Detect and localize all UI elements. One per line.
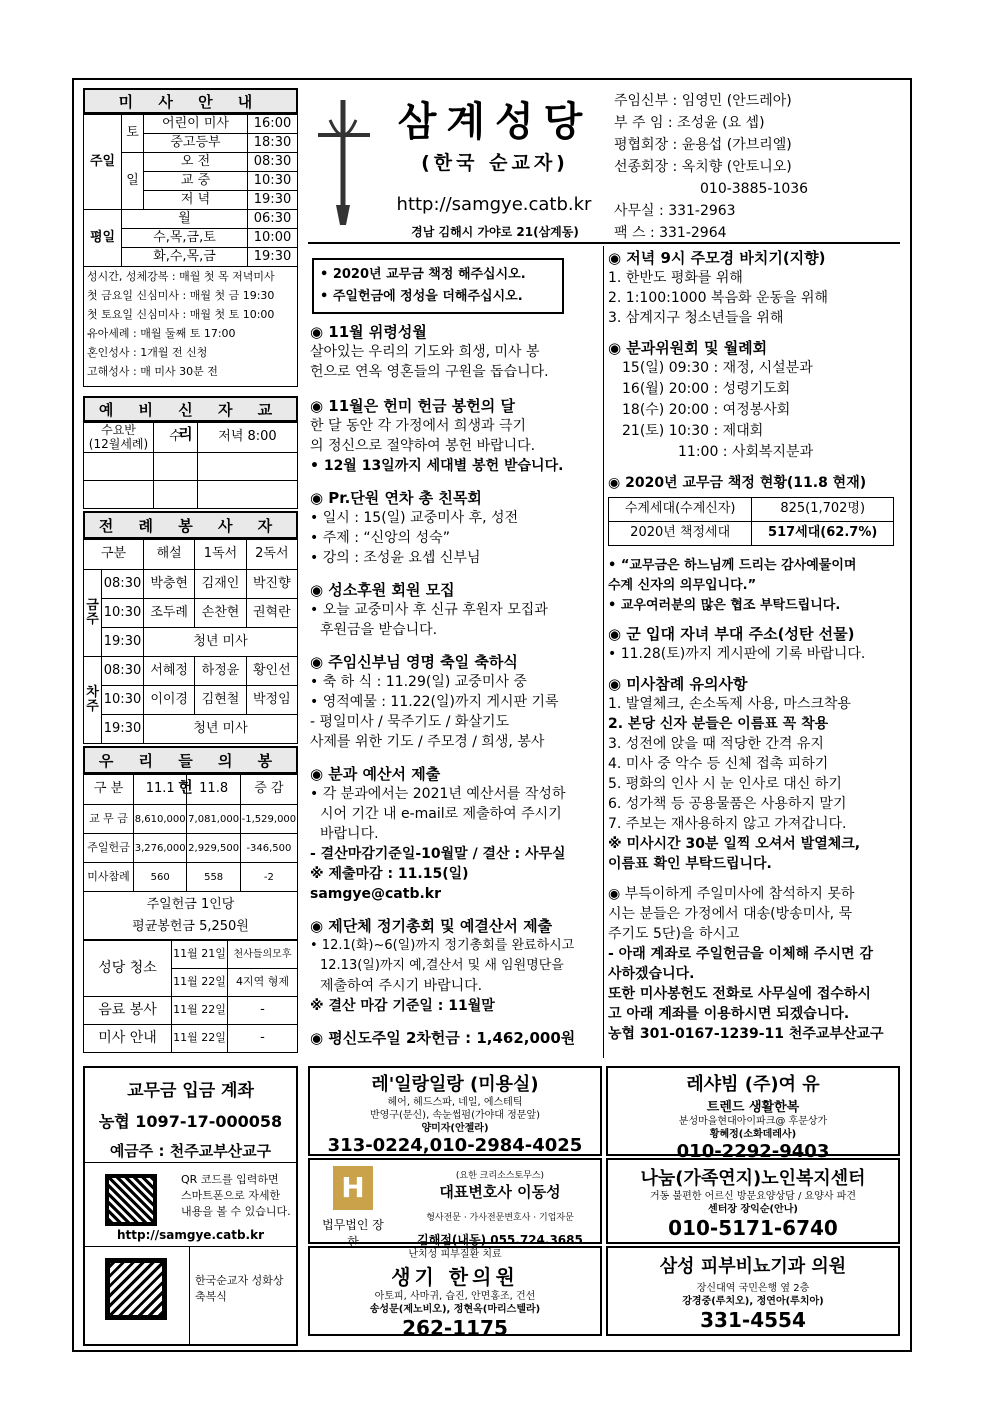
ad-phone: 김해점(내동) 055.724.3685	[417, 1233, 583, 1247]
line: • 주제 : “신앙의 성숙”	[310, 530, 450, 546]
ad-name: 레샤빔 (주)여 유	[686, 1074, 820, 1095]
line: ※ 미사시간 30분 일찍 오셔서 발열체크,	[608, 836, 861, 852]
who: 4지역 형제	[228, 969, 298, 997]
ad-phone: 313-0224,010-2984-4025	[327, 1135, 583, 1156]
liturgy-title: 전 례 봉 사 자	[83, 511, 298, 539]
mass-time: 18:30	[248, 134, 298, 153]
mass-cell: 중고등부	[144, 134, 248, 153]
weekday-label: 평일	[84, 210, 122, 267]
mass-schedule	[83, 88, 298, 387]
staff-line: 주임신부 : 임영민 (안드레아)	[614, 93, 792, 109]
cleaning-label: 성당 청소	[84, 941, 172, 997]
class-name: 수요반 (12월세례)	[84, 423, 154, 453]
youth-mass: 청년 미사	[144, 715, 298, 744]
line: 7. 주보는 재사용하지 않고 가져갑니다.	[608, 816, 847, 832]
section-title: ◉ 분과 예산서 제출	[310, 765, 441, 783]
val: 7,081,000	[187, 805, 240, 834]
line: 15(일) 09:30 : 재정, 시설분과	[622, 360, 813, 376]
line: • “교무금은 하느님께 드리는 감사예물이며	[608, 558, 857, 573]
mass-time: 10:30	[248, 172, 298, 191]
row-label: 주일헌금	[84, 834, 134, 863]
section	[310, 764, 600, 904]
section	[608, 624, 904, 664]
ad-line: 장신대역 국민은행 옆 2층	[696, 1283, 810, 1294]
line: 바랍니다.	[320, 826, 379, 842]
sat-label: 토	[122, 115, 144, 153]
section-title: ◉ 평신도주일 2차헌금 : 1,462,000원	[310, 1029, 576, 1047]
who: 천사들의모후	[228, 941, 298, 969]
church-address: 경남 김해시 가야로 21(삼계동)	[411, 225, 579, 239]
section-title: ◉ 분과위원회 및 월례회	[608, 339, 768, 357]
church-name: 삼계성당	[397, 99, 593, 145]
line: 3. 삼계지구 청소년들을 위해	[608, 310, 784, 326]
name: 김현철	[195, 686, 246, 715]
notice-line: • 2020년 교무금 책정 해주십시오.	[320, 267, 526, 282]
line: 이름표 확인 부탁드립니다.	[608, 856, 772, 872]
name: 손찬현	[195, 599, 246, 628]
staff-list	[614, 90, 904, 244]
line: 제출하여 주시기 바랍니다.	[320, 978, 483, 994]
val: 3,276,000	[134, 834, 187, 863]
date: 11월 22일	[172, 997, 228, 1025]
val: -1,529,000	[240, 805, 297, 834]
class-time: 저녁 8:00	[198, 423, 298, 453]
mass-cell: 저 녁	[144, 191, 248, 210]
section	[310, 396, 600, 476]
section	[310, 322, 600, 382]
line: - 결산마감기준일-10월말 / 결산 : 사무실	[310, 846, 566, 862]
week-label: 금주	[84, 570, 102, 657]
liturgy-servers	[83, 511, 298, 744]
guide-label: 미사 안내	[84, 1025, 172, 1053]
ad-line: 거동 불편한 어르신 방문요양상담 / 요양사 파견	[650, 1191, 856, 1202]
mass-title: 미 사 안 내	[83, 88, 298, 114]
col-head: 11.1	[134, 775, 187, 805]
cross-logo-icon	[308, 90, 378, 230]
section	[608, 338, 904, 463]
line: 3. 성전에 앉을 때 적당한 간격 유지	[608, 736, 824, 752]
sunday-label: 주일	[84, 115, 122, 210]
empty-cell	[84, 481, 154, 509]
staff-line: 부 주 임 : 조성윤 (요 셉)	[614, 115, 765, 131]
note: 고해성사 : 매 미사 30분 전	[87, 365, 218, 378]
catechumen-title: 예 비 신 자 교 리	[83, 396, 298, 422]
line: 21(토) 10:30 : 제대회	[622, 423, 764, 439]
name: 하정윤	[195, 657, 246, 686]
mass-cell: 어린이 미사	[144, 115, 248, 134]
line: 한 달 동안 각 가정에서 희생과 극기	[310, 418, 527, 434]
staff-line: 선종회장 : 옥치향 (안토니오)	[614, 159, 792, 175]
ad-line: 센터장 장익순(안나)	[708, 1204, 798, 1215]
mass-cell: 월	[122, 210, 248, 229]
col-head: 구 분	[84, 775, 134, 805]
val: 560	[134, 863, 187, 892]
who: -	[228, 997, 298, 1025]
ad-phone: 010-2292-9403	[676, 1141, 830, 1162]
ad-dermatology	[606, 1246, 900, 1336]
row-label: 교 무 금	[84, 805, 134, 834]
line: 시어 기간 내 e-mail로 제출하여 주시기	[320, 806, 562, 822]
notice-box	[312, 258, 564, 314]
section-title: ◉ 미사참례 유의사항	[608, 675, 748, 693]
section-title: ◉ 2020년 교무금 책정 현황(11.8 현재)	[608, 475, 867, 491]
line: • 일시 : 15(일) 교중미사 후, 성전	[310, 510, 519, 526]
time: 19:30	[102, 628, 144, 657]
section	[608, 884, 904, 1044]
section	[310, 580, 600, 640]
avg-label: 주일헌금 1인당	[146, 896, 235, 912]
staff-line: 평협회장 : 윤용섭 (가브리엘)	[614, 137, 792, 153]
qr-code-icon[interactable]	[105, 1258, 167, 1320]
account-title: 교무금 입금 계좌	[127, 1081, 254, 1101]
line: 11:00 : 사회복지분과	[678, 444, 814, 460]
law-logo-text: 법무법인 장한	[322, 1218, 384, 1249]
ad-line: 양미자(안젤라)	[421, 1123, 489, 1134]
line: • 영적예물 : 11.22(일)까지 게시판 기록	[310, 694, 559, 710]
val: 558	[187, 863, 240, 892]
avg-value: 평균봉헌금 5,250원	[132, 918, 249, 934]
ad-phone: 262-1175	[402, 1316, 508, 1340]
time: 08:30	[102, 570, 144, 599]
line: 5. 평화의 인사 시 눈 인사로 대신 하기	[608, 776, 842, 792]
section	[310, 916, 600, 1016]
mass-time: 08:30	[248, 153, 298, 172]
mass-cell: 교 중	[144, 172, 248, 191]
col-head: 1독서	[195, 540, 246, 570]
note: 성시간, 성체강복 : 매월 첫 목 저녁미사	[87, 270, 275, 283]
section	[608, 473, 904, 546]
name: 박진향	[246, 570, 297, 599]
line: 시는 분들은 가정에서 대송(방송미사, 묵	[608, 906, 853, 922]
ad-hanbok	[606, 1066, 900, 1162]
line: 사제를 위한 기도 / 주모경 / 희생, 봉사	[310, 734, 545, 750]
ad-oriental-clinic	[308, 1246, 602, 1340]
line: - 아래 계좌로 주일헌금을 이체해 주시면 감	[608, 946, 873, 962]
ad-line: 트렌드 생활한복	[706, 1100, 800, 1115]
right-announcements	[608, 248, 904, 1044]
qr2-caption: 한국순교자 성화상 축복식	[195, 1274, 284, 1303]
offering-title: 우 리 들 의 봉 헌	[83, 746, 298, 774]
section-title: ◉ 성소후원 회원 모집	[310, 581, 455, 599]
drink-label: 음료 봉사	[84, 997, 172, 1025]
name: 서혜정	[144, 657, 195, 686]
ad-salon	[308, 1066, 602, 1156]
qr-caption: QR 코드를 입력하면 스마트폰으로 자세한 내용을 볼 수 있습니다.	[181, 1173, 291, 1218]
ad-line: 형사전문 · 가사전문변호사 · 기업자문	[426, 1213, 574, 1223]
line: 주기도 5단)을 하시고	[608, 926, 740, 942]
line: ◉ 부득이하게 주일미사에 참석하지 못하	[608, 886, 855, 902]
empty-cell	[84, 453, 154, 481]
name: 박충현	[144, 570, 195, 599]
offering-section	[83, 746, 298, 1053]
ad-name: 생기 한의원	[391, 1265, 519, 1289]
section	[310, 488, 600, 568]
line: • 12월 13일까지 세대별 봉헌 받습니다.	[310, 458, 564, 474]
section-title: ◉ 군 입대 자녀 부대 주소(성탄 선물)	[608, 625, 855, 643]
tithe-table	[608, 497, 894, 546]
name: 김재인	[195, 570, 246, 599]
name: 권혁란	[246, 599, 297, 628]
section	[608, 674, 904, 874]
staff-line: 팩 스 : 331-2964	[614, 225, 727, 241]
line: • 11.28(토)까지 게시판에 기록 바랍니다.	[608, 646, 866, 662]
ad-name: 삼성 피부비뇨기과 의원	[659, 1256, 847, 1277]
time: 10:30	[102, 686, 144, 715]
empty-cell	[198, 453, 298, 481]
church-url[interactable]: http://samgye.catb.kr	[396, 194, 592, 215]
cell: 517세대(62.7%)	[752, 522, 894, 546]
line: • 강의 : 조성윤 요셉 신부님	[310, 550, 481, 566]
val: -2	[240, 863, 297, 892]
ad-line: 송성문(제노비오), 정현옥(마리스텔라)	[369, 1304, 541, 1315]
ad-name: 레'일랑일랑 (미용실)	[371, 1074, 539, 1095]
empty-cell	[154, 453, 198, 481]
youth-mass: 청년 미사	[144, 628, 298, 657]
date: 11월 22일	[172, 1025, 228, 1053]
account-number: 농협 1097-17-000058	[98, 1112, 283, 1131]
line: 사하겠습니다.	[608, 966, 695, 982]
cell: 825(1,702명)	[752, 498, 894, 522]
mass-time: 19:30	[248, 191, 298, 210]
line: • 축 하 식 : 11.29(일) 교중미사 중	[310, 674, 527, 690]
header-divider	[308, 242, 900, 244]
line: • 12.1(화)~6(일)까지 정기총회를 완료하시고	[310, 938, 575, 953]
section-title: ◉ 제단체 정기총회 및 예결산서 제출	[310, 917, 553, 935]
who: -	[228, 1025, 298, 1053]
cell: 수계세대(수계신자)	[609, 498, 752, 522]
mass-notes	[83, 267, 298, 387]
line: 또한 미사봉헌도 전화로 사무실에 접수하시	[608, 986, 871, 1002]
line: 4. 미사 중 악수 등 신체 접촉 피하기	[608, 756, 829, 772]
ad-line: 강경중(루치오), 정연아(루치아)	[682, 1296, 824, 1307]
row-label: 미사참례	[84, 863, 134, 892]
staff-line: 010-3885-1036	[700, 181, 809, 197]
section	[310, 1028, 600, 1048]
line: 수계 신자의 의무입니다.”	[608, 578, 757, 593]
sun-label: 일	[122, 153, 144, 210]
val: 2,929,500	[187, 834, 240, 863]
note: 첫 토요일 신심미사 : 매월 첫 토 10:00	[87, 308, 275, 321]
line: - 평일미사 / 묵주기도 / 화살기도	[310, 714, 510, 730]
name: 조두례	[144, 599, 195, 628]
ad-phone: 010-5171-6740	[668, 1216, 838, 1240]
line: 2. 1:100:1000 복음화 운동을 위해	[608, 290, 829, 306]
mass-cell: 오 전	[144, 153, 248, 172]
ad-line: 반영구(문신), 속눈썹펌(가야대 정문앞)	[369, 1110, 541, 1121]
ad-line: 아토피, 사마귀, 습진, 안면홍조, 건선	[374, 1291, 536, 1302]
mass-cell: 화,수,목,금	[122, 248, 248, 267]
middle-announcements	[310, 322, 600, 1048]
section	[608, 556, 904, 616]
ad-name: 나눔(가족연지)노인복지센터	[640, 1168, 866, 1189]
date: 11월 21일	[172, 941, 228, 969]
ad-line: (요한 크리소스토무스)	[455, 1171, 545, 1181]
staff-line: 사무실 : 331-2963	[614, 203, 736, 219]
account-box	[83, 1066, 298, 1346]
date: 11월 22일	[172, 969, 228, 997]
ad-line: 난치성 피부질환 치료	[408, 1249, 502, 1260]
mass-cell: 수,목,금,토	[122, 229, 248, 248]
time: 10:30	[102, 599, 144, 628]
val: 8,610,000	[134, 805, 187, 834]
section-title: ◉ Pr.단원 연차 총 친목회	[310, 489, 482, 507]
line: • 각 분과에서는 2021년 예산서를 작성하	[310, 786, 566, 802]
mass-time: 10:00	[248, 229, 298, 248]
note: 혼인성사 : 1개월 전 신청	[87, 346, 208, 359]
section-title: ◉ 주임신부님 영명 축일 축하식	[310, 653, 518, 671]
name: 황인선	[246, 657, 297, 686]
time: 19:30	[102, 715, 144, 744]
line: 농협 301-0167-1239-11 천주교부산교구	[608, 1026, 884, 1042]
week-label: 차주	[84, 657, 102, 744]
empty-cell	[198, 481, 298, 509]
catechumen	[83, 396, 298, 509]
section	[310, 652, 600, 752]
church-subtitle: (한국 순교자)	[421, 152, 569, 174]
line: ※ 결산 마감 기준일 : 11월말	[310, 998, 495, 1014]
name: 이이경	[144, 686, 195, 715]
empty-cell	[154, 481, 198, 509]
ad-elder-care	[606, 1158, 900, 1244]
line: 후원금을 받습니다.	[320, 622, 438, 638]
col-head: 11.8	[187, 775, 240, 805]
law-logo-icon: H	[333, 1166, 373, 1210]
line: 6. 성가책 등 공용물품은 사용하지 말기	[608, 796, 847, 812]
column-divider	[603, 246, 604, 1058]
line: 16(월) 20:00 : 성령기도회	[622, 381, 791, 397]
cell: 2020년 책정세대	[609, 522, 752, 546]
col-head: 해설	[144, 540, 195, 570]
name: 박정임	[246, 686, 297, 715]
mass-time: 06:30	[248, 210, 298, 229]
notice-line: • 주일헌금에 정성을 더해주십시오.	[320, 289, 523, 304]
time: 08:30	[102, 657, 144, 686]
line: • 오늘 교중미사 후 신규 후원자 모집과	[310, 602, 548, 618]
qr-code-icon[interactable]	[105, 1174, 157, 1226]
account-owner: 예금주 : 천주교부산교구	[109, 1142, 272, 1160]
val: -346,500	[240, 834, 297, 863]
line: 2. 본당 신자 분들은 이름표 꼭 착용	[608, 716, 829, 732]
line: 1. 발열체크, 손소독제 사용, 마스크착용	[608, 696, 851, 712]
ad-law	[308, 1158, 602, 1249]
section-title: ◉ 11월은 헌미 헌금 봉헌의 달	[310, 397, 515, 415]
section-title: ◉ 저녁 9시 주모경 바치기(지향)	[608, 249, 826, 267]
ad-name: 대표변호사 이동성	[439, 1183, 561, 1201]
ad-line: 황혜정(소화데레사)	[709, 1129, 797, 1140]
line: 1. 한반도 평화를 위해	[608, 270, 743, 286]
qr-url[interactable]: http://samgye.catb.kr	[116, 1228, 265, 1242]
line: 살아있는 우리의 기도와 희생, 미사 봉	[310, 344, 540, 360]
line: ※ 제출마감 : 11.15(일) samgye@catb.kr	[310, 866, 469, 902]
class-day: 수	[154, 423, 198, 453]
mass-time: 16:00	[248, 115, 298, 134]
line: 18(수) 20:00 : 여정봉사회	[622, 402, 791, 418]
line: 12.13(일)까지 예,결산서 및 새 임원명단을	[320, 958, 564, 973]
col-head: 2독서	[246, 540, 297, 570]
note: 유아세례 : 매월 둘째 토 17:00	[87, 327, 236, 340]
line: 의 정신으로 절약하여 봉헌 바랍니다.	[310, 438, 536, 454]
line: 고 아래 계좌를 이용하시면 되겠습니다.	[608, 1006, 850, 1022]
note: 첫 금요일 신심미사 : 매월 첫 금 19:30	[87, 289, 275, 302]
mass-table	[83, 114, 298, 267]
section-title: ◉ 11월 위령성월	[310, 323, 427, 341]
section	[608, 248, 904, 328]
ad-line: 헤어, 헤드스파, 네일, 에스테틱	[387, 1097, 523, 1108]
ad-line: 분성마을현대아이파크@ 후문상가	[678, 1116, 828, 1127]
mass-time: 19:30	[248, 248, 298, 267]
line: 헌으로 연옥 영혼들의 구원을 돕습니다.	[310, 364, 549, 380]
line: • 교우여러분의 많은 협조 부탁드립니다.	[608, 598, 841, 613]
col-head: 구분	[84, 540, 144, 570]
ad-phone: 331-4554	[700, 1308, 806, 1332]
col-head: 증 감	[240, 775, 297, 805]
